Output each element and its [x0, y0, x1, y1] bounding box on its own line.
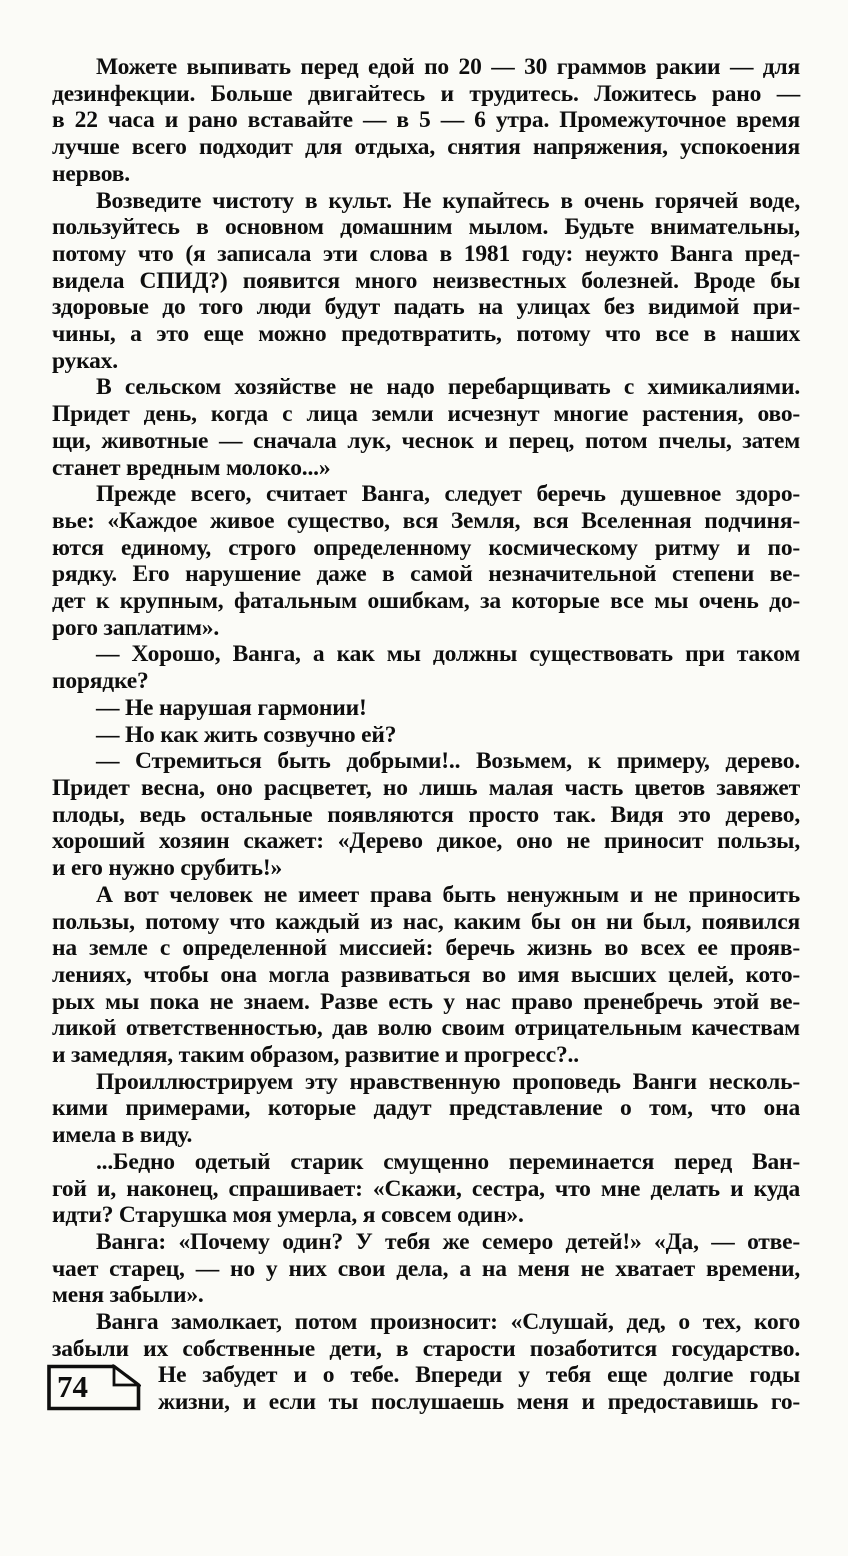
text-line: в 22 часа и рано вставайте — в 5 — 6 утра. Промежуточное время: [52, 107, 800, 134]
text-column: [52, 54, 800, 1362]
paragraph: [52, 722, 800, 749]
text-line: Ванга: «Почему один? У тебя же семеро детей!» «Да, — отве-: [96, 1228, 800, 1255]
paragraph: [52, 882, 800, 1069]
text-line: — Хорошо, Ванга, а как мы должны существовать при таком: [96, 641, 800, 668]
text-line: Возведите чистоту в культ. Не купайтесь в очень горячей воде,: [96, 187, 800, 214]
text-line: — Но как жить созвучно ей?: [96, 721, 397, 748]
paragraph: [52, 374, 800, 481]
text-line: пользуйтесь в основном домашним мылом. Будьте внимательны,: [52, 214, 800, 241]
text-line: А вот человек не имеет права быть ненужным и не приносить: [96, 881, 800, 908]
text-line: руках.: [52, 347, 118, 374]
paragraph: [52, 641, 800, 694]
paragraph: [52, 1309, 800, 1362]
text-line: дезинфекции. Больше двигайтесь и трудитесь. Ложитесь рано —: [52, 80, 800, 107]
paragraph: [52, 188, 800, 375]
text-line: гой и, наконец, спрашивает: «Скажи, сестра, что мне делать и куда: [52, 1175, 800, 1202]
text-line: Проиллюстрируем эту нравственную проповедь Ванги несколь-: [96, 1068, 800, 1095]
text-line: жизни, и если ты послушаешь меня и предоставишь го-: [158, 1389, 800, 1416]
text-line: здоровые до того люди будут падать на улицах без видимой при-: [52, 294, 800, 321]
text-line: станет вредным молоко...»: [52, 454, 331, 481]
paragraph: [52, 481, 800, 641]
text-line: В сельском хозяйстве не надо перебарщивать с химикалиями.: [96, 374, 800, 401]
text-line: Придет весна, оно расцветет, но лишь малая часть цветов завяжет: [52, 774, 800, 801]
text-line: забыли их собственные дети, в старости позаботится государство.: [52, 1335, 800, 1362]
text-line: кими примерами, которые дадут представление о том, что она: [52, 1095, 800, 1122]
paragraph: [52, 1149, 800, 1229]
paragraph: [52, 1229, 800, 1309]
text-line: щи, животные — сначала лук, чеснок и перец, потом пчелы, затем: [52, 427, 800, 454]
text-line: лучше всего подходит для отдыха, снятия напряжения, успокоения: [52, 134, 800, 161]
text-line: имела в виду.: [52, 1122, 193, 1149]
text-line: ликой ответственностью, дав волю своим отрицательным качествам: [52, 1015, 800, 1042]
text-line: чины, а это еще можно предотвратить, потому что все в наших: [52, 321, 800, 348]
text-line: порядке?: [52, 668, 149, 695]
text-line: ются единому, строго определенному космическому ритму и по-: [52, 534, 800, 561]
page-number: 74: [57, 1369, 88, 1405]
text-line: — Не нарушая гармонии!: [96, 694, 367, 721]
text-line: идти? Старушка моя умерла, я совсем один».: [52, 1202, 524, 1229]
text-line: Ванга замолкает, потом произносит: «Слушай, дед, о тех, кого: [96, 1309, 800, 1336]
text-line: хороший хозяин скажет: «Дерево дикое, оно не приносит пользы,: [52, 828, 800, 855]
text-line: Можете выпивать перед едой по 20 — 30 граммов ракии — для: [96, 54, 800, 80]
text-line: рых мы пока не знаем. Разве есть у нас право пренебречь этой ве-: [52, 988, 800, 1015]
paragraph: [52, 748, 800, 882]
text-line: вье: «Каждое живое существо, вся Земля, вся Вселенная подчиня-: [52, 507, 800, 534]
text-line: на земле с определенной миссией: беречь жизнь во всех ее прояв-: [52, 935, 800, 962]
text-line: нервов.: [52, 160, 130, 187]
text-line: плоды, ведь остальные появляются просто так. Видя это дерево,: [52, 801, 800, 828]
text-line: Придет день, когда с лица земли исчезнут многие растения, ово-: [52, 401, 800, 428]
book-page: [52, 54, 800, 1416]
paragraph: [52, 1069, 800, 1149]
text-line: — Стремиться быть добрыми!.. Возьмем, к примеру, дерево.: [96, 748, 800, 775]
text-line: и его нужно срубить!»: [52, 855, 283, 882]
text-line: лениях, чтобы она могла развиваться во имя высших целей, кото-: [52, 961, 800, 988]
text-line: рядку. Его нарушение даже в самой незначительной степени ве-: [52, 561, 800, 588]
paragraph-with-page-box: [52, 1362, 800, 1415]
text-line: чает старец, — но у них свои дела, а на меня не хватает времени,: [52, 1255, 800, 1282]
paragraph: [52, 695, 800, 722]
text-line: Прежде всего, считает Ванга, следует беречь душевное здоро-: [96, 481, 800, 508]
text-line: пользы, потому что каждый из нас, каким бы он ни был, появился: [52, 908, 800, 935]
text-line: Не забудет и о тебе. Впереди у тебя еще долгие годы: [158, 1362, 800, 1389]
text-line: рого заплатим».: [52, 614, 219, 641]
text-line: ...Бедно одетый старик смущенно переминается перед Ван-: [96, 1148, 800, 1175]
paragraph: [52, 54, 800, 188]
text-line: дет к крупным, фатальным ошибкам, за которые все мы очень до-: [52, 588, 800, 615]
text-line: видела СПИД?) появится много неизвестных болезней. Вроде бы: [52, 267, 800, 294]
page-number-box: [47, 1364, 141, 1411]
text-line: меня забыли».: [52, 1282, 204, 1309]
text-line: и замедляя, таким образом, развитие и прогресс?..: [52, 1042, 579, 1069]
text-line: потому что (я записала эти слова в 1981 году: неужто Ванга пред-: [52, 240, 800, 267]
